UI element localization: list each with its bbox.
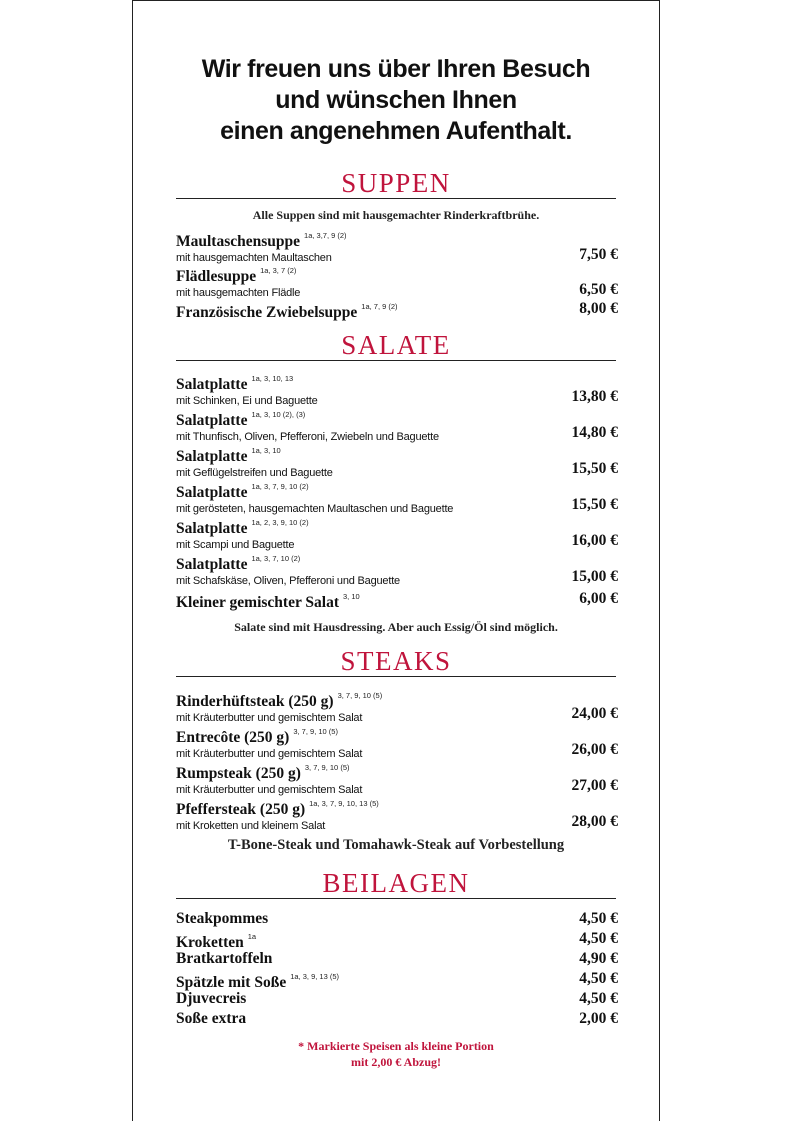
item-name: Djuvecreis — [176, 990, 247, 1007]
item-price: 2,00 € — [579, 1010, 618, 1027]
section-title-beilagen: BEILAGEN — [322, 868, 470, 898]
allergen-codes: 3, 7, 9, 10 (5) — [293, 727, 338, 736]
item-price: 15,00 € — [571, 568, 618, 585]
menu-item — [176, 516, 618, 552]
salate-note: Salate sind mit Hausdressing. Aber auch Essig/Öl sind möglich. — [234, 620, 558, 634]
allergen-codes: 1a, 3, 10 — [251, 446, 281, 455]
allergen-codes: 3, 7, 9, 10 (5) — [304, 763, 350, 772]
item-price: 15,50 € — [571, 460, 618, 477]
item-description: mit hausgemachten Maultaschen — [176, 252, 332, 265]
section-title-salate: SALATE — [341, 330, 451, 360]
section-divider — [176, 360, 616, 361]
item-description: mit hausgemachten Flädle — [176, 287, 301, 300]
section-title-steaks: STEAKS — [340, 646, 452, 676]
item-price: 4,90 € — [579, 950, 618, 967]
item-name: Flädlesuppe — [176, 268, 257, 286]
menu-item — [176, 950, 618, 968]
item-price: 28,00 € — [571, 813, 618, 830]
item-price: 6,00 € — [579, 590, 618, 607]
allergen-codes: 1a, 3, 9, 13 (5) — [290, 972, 339, 981]
item-price: 8,00 € — [579, 300, 618, 317]
allergen-codes: 1a, 2, 3, 9, 10 (2) — [251, 518, 309, 527]
item-name: Entrecôte (250 g) — [176, 729, 290, 747]
footnote-line: * Markierte Speisen als kleine Portion — [298, 1039, 494, 1053]
item-price: 6,50 € — [579, 281, 618, 298]
allergen-codes: 1a, 7, 9 (2) — [361, 302, 398, 311]
item-name: Französische Zwiebelsuppe — [176, 304, 358, 322]
menu-item — [176, 408, 618, 444]
item-price: 7,50 € — [579, 246, 618, 263]
item-description: mit Scampi und Baguette — [176, 539, 295, 552]
allergen-codes: 3, 10 — [343, 592, 360, 601]
item-name: Kroketten — [176, 934, 244, 952]
welcome-message — [132, 54, 660, 147]
menu-item — [176, 990, 618, 1008]
item-price: 13,80 € — [571, 388, 618, 405]
menu-item — [176, 264, 618, 300]
section-divider — [176, 198, 616, 199]
item-description: mit Schafskäse, Oliven, Pfefferoni und Baguette — [176, 575, 400, 588]
item-name: Salatplatte — [176, 448, 248, 466]
item-price: 4,50 € — [579, 910, 618, 927]
item-name: Salatplatte — [176, 520, 248, 538]
welcome-line: einen angenehmen Aufenthalt. — [220, 117, 572, 145]
menu-item — [176, 930, 618, 952]
item-name: Salatplatte — [176, 376, 248, 394]
item-description: mit Kräuterbutter und gemischtem Salat — [176, 784, 363, 797]
item-name: Pfeffersteak (250 g) — [176, 801, 306, 819]
item-name: Salatplatte — [176, 556, 248, 574]
item-description: mit Kräuterbutter und gemischtem Salat — [176, 712, 363, 725]
allergen-codes: 1a — [247, 932, 257, 941]
item-price: 15,50 € — [571, 496, 618, 513]
item-name: Kleiner gemischter Salat — [176, 594, 340, 612]
item-name: Salatplatte — [176, 484, 248, 502]
menu-item — [176, 725, 618, 761]
item-name: Steakpommes — [176, 910, 269, 927]
allergen-codes: 3, 7, 9, 10 (5) — [337, 691, 383, 700]
item-price: 27,00 € — [571, 777, 618, 794]
menu-item — [176, 590, 618, 612]
welcome-line: und wünschen Ihnen — [275, 86, 517, 114]
item-price: 14,80 € — [571, 424, 618, 441]
menu-item — [176, 1010, 618, 1028]
menu-item — [176, 444, 618, 480]
item-price: 4,50 € — [579, 990, 618, 1007]
item-price: 16,00 € — [571, 532, 618, 549]
item-name: Salatplatte — [176, 412, 248, 430]
allergen-codes: 1a, 3, 7, 10 (2) — [251, 554, 301, 563]
footnote-line: mit 2,00 € Abzug! — [351, 1055, 441, 1069]
menu-item — [176, 300, 618, 322]
item-description: mit gerösteten, hausgemachten Maultaschen und Baguette — [176, 503, 454, 516]
item-name: Rinderhüftsteak (250 g) — [176, 693, 334, 711]
menu-item — [176, 689, 618, 725]
item-description: mit Schinken, Ei und Baguette — [176, 395, 318, 408]
suppen-note: Alle Suppen sind mit hausgemachter Rinderkraftbrühe. — [252, 208, 540, 222]
item-price: 4,50 € — [579, 970, 618, 987]
section-divider — [176, 898, 616, 899]
item-name: Spätzle mit Soße — [176, 974, 287, 992]
allergen-codes: 1a, 3, 7, 9, 10, 13 (5) — [309, 799, 379, 808]
item-description: mit Geflügelstreifen und Baguette — [176, 467, 333, 480]
item-description: mit Thunfisch, Oliven, Pfefferoni, Zwiebeln und Baguette — [176, 431, 439, 444]
section-title-suppen: SUPPEN — [341, 168, 451, 198]
menu-item — [176, 797, 618, 833]
allergen-codes: 1a, 3, 10 (2), (3) — [251, 410, 306, 419]
item-name: Soße extra — [176, 1010, 247, 1027]
item-name: Rumpsteak (250 g) — [176, 765, 301, 783]
item-description: mit Kräuterbutter und gemischtem Salat — [176, 748, 363, 761]
portion-footnote — [176, 1038, 616, 1070]
steaks-note: T-Bone-Steak und Tomahawk-Steak auf Vorbestellung — [227, 837, 565, 853]
allergen-codes: 1a, 3,7, 9 (2) — [304, 231, 347, 240]
menu-item — [176, 229, 618, 265]
menu-item — [176, 552, 618, 588]
allergen-codes: 1a, 3, 10, 13 — [251, 374, 294, 383]
item-description: mit Kroketten und kleinem Salat — [176, 820, 326, 833]
item-name: Bratkartoffeln — [176, 950, 273, 967]
item-name: Maultaschensuppe — [176, 233, 301, 251]
allergen-codes: 1a, 3, 7 (2) — [260, 266, 297, 275]
section-divider — [176, 676, 616, 677]
menu-item — [176, 372, 618, 408]
welcome-line: Wir freuen uns über Ihren Besuch — [201, 55, 591, 83]
item-price: 24,00 € — [571, 705, 618, 722]
menu-item — [176, 970, 618, 992]
item-price: 26,00 € — [571, 741, 618, 758]
menu-item — [176, 480, 618, 516]
menu-item — [176, 910, 618, 928]
item-price: 4,50 € — [579, 930, 618, 947]
menu-item — [176, 761, 618, 797]
allergen-codes: 1a, 3, 7, 9, 10 (2) — [251, 482, 309, 491]
